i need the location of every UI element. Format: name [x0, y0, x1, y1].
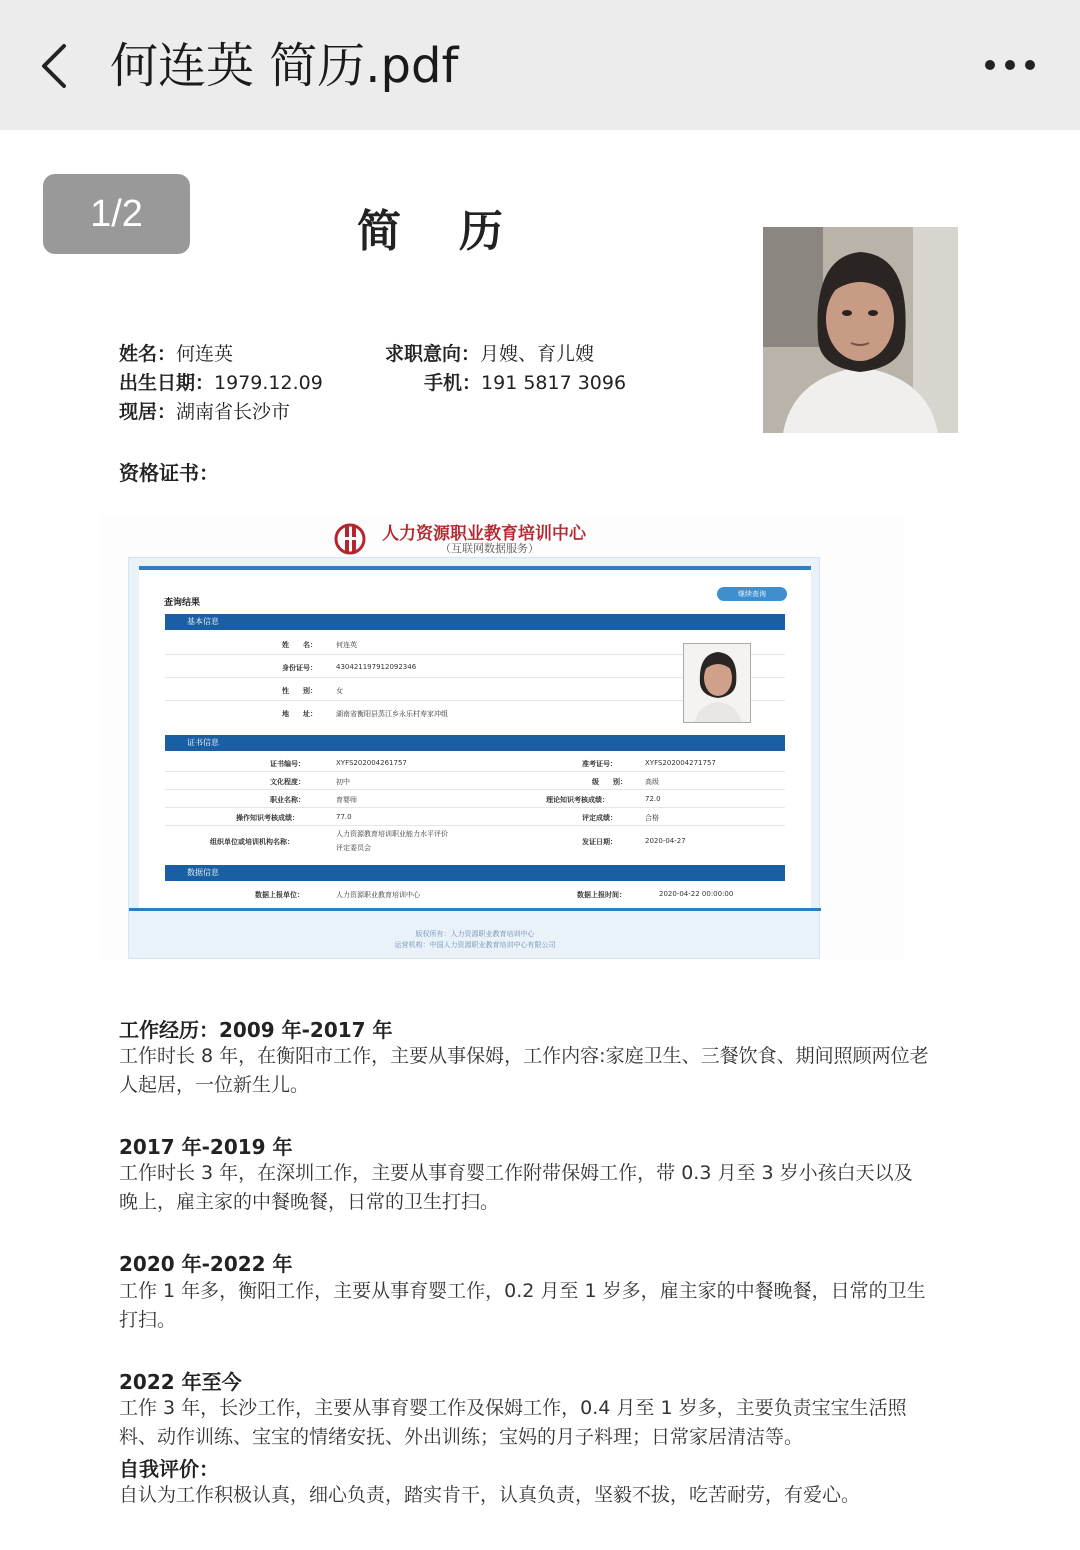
residence-value: 湖南省长沙市	[176, 401, 291, 423]
basic-info-bar: 基本信息	[165, 614, 785, 630]
eval-label: 评定成绩：	[582, 814, 617, 822]
op-label: 操作知识考核成绩：	[236, 814, 299, 822]
chevron-left-icon	[30, 36, 90, 96]
basic-addr-row	[282, 709, 317, 719]
job-label: 求职意向：	[385, 343, 481, 365]
back-button[interactable]	[30, 36, 90, 96]
page-indicator: 1/2	[43, 174, 190, 254]
cert-footer-line-2: 运营机构：中国人力资源职业教育培训中心有限公司	[394, 941, 556, 949]
row-divider	[165, 771, 785, 772]
edu-label: 文化程度：	[270, 778, 305, 786]
phone-label: 手机：	[424, 372, 482, 394]
name-row	[119, 340, 233, 369]
basic-sex-value: 女	[336, 687, 343, 695]
row-divider	[165, 789, 785, 790]
cert-org-sub: （互联网数据服务）	[440, 542, 539, 555]
exam-no-key	[582, 759, 617, 769]
basic-id-row	[282, 663, 317, 673]
date-key	[582, 837, 617, 847]
experience-text-2: 工作时长 3 年，在深圳工作，主要从事育婴工作附带保姆工作，带 0.3 月至 3 岁小孩白天以及晚上，雇主家的中餐晚餐，日常的卫生打扫。	[119, 1162, 913, 1213]
cert-no-value: XYFS202004261757	[336, 759, 407, 767]
cert-frame	[128, 557, 820, 959]
cert-portrait-image	[684, 644, 751, 723]
top-bar	[0, 0, 1080, 130]
theory-value: 72.0	[645, 795, 661, 803]
cert-no-key	[270, 759, 305, 769]
self-eval-text: 自认为工作积极认真，细心负责，踏实肯干，认真负责，坚毅不拔，吃苦耐劳，有爱心。	[119, 1484, 861, 1506]
basic-id-key: 身份证号：	[282, 664, 317, 672]
time-key	[577, 890, 626, 900]
time-label: 数据上报时间：	[577, 891, 626, 899]
report-value: 人力资源职业教育培训中心	[336, 891, 420, 899]
cert-no-label: 证书编号：	[270, 760, 305, 768]
cert-org-name: 人力资源职业教育培训中心	[382, 524, 586, 544]
experience-text-1: 工作时长 8 年，在衡阳市工作，主要从事保姆，工作内容:家庭卫生、三餐饮食、期间照顾两位老人起居，一位新生儿。	[119, 1045, 929, 1096]
basic-name-value: 何连英	[336, 641, 357, 649]
document-title: 何连英 简历.pdf	[110, 38, 459, 94]
op-key	[236, 813, 299, 823]
self-eval-heading: 自我评价：	[119, 1457, 219, 1481]
name-label: 姓名：	[119, 343, 177, 365]
op-value: 77.0	[336, 813, 352, 821]
birth-label: 出生日期：	[119, 372, 215, 394]
phone-row	[424, 369, 626, 398]
data-info-bar: 数据信息	[165, 865, 785, 881]
eval-key	[582, 813, 617, 823]
eval-value: 合格	[645, 814, 659, 822]
name-value: 何连英	[176, 343, 234, 365]
birth-value: 1979.12.09	[214, 372, 323, 394]
residence-label: 现居：	[119, 401, 177, 423]
time-value: 2020-04-22 00:00:00	[659, 890, 734, 898]
job-value-cert: 育婴师	[336, 796, 357, 804]
experience-heading-3: 2020 年-2022 年	[119, 1252, 293, 1276]
experience-text-3: 工作 1 年多，衡阳工作，主要从事育婴工作，0.2 月至 1 岁多，雇主家的中餐晚餐，日常的卫生打扫。	[119, 1280, 926, 1331]
more-options-button[interactable]	[980, 50, 1040, 80]
level-label: 级 别：	[592, 778, 627, 786]
basic-name-key: 姓 名：	[282, 641, 317, 649]
cert-heading: 资格证书：	[119, 461, 219, 485]
row-divider	[165, 807, 785, 808]
edu-key	[270, 777, 305, 787]
edu-value: 初中	[336, 778, 350, 786]
cert-panel	[139, 566, 811, 908]
unit-label: 组织单位或培训机构名称：	[210, 838, 294, 846]
job-value: 月嫂、育儿嫂	[480, 343, 595, 365]
experience-text-4: 工作 3 年，长沙工作，主要从事育婴工作及保姆工作，0.4 月至 1 岁多，主要负责宝宝生活照料、动作训练、宝宝的情绪安抚、外出训练；宝妈的月子料理；日常家居清洁等。	[119, 1397, 907, 1448]
more-horizontal-icon	[980, 50, 1040, 80]
cert-info-bar: 证书信息	[165, 735, 785, 751]
basic-addr-value: 湖南省衡阳县蒸江乡永乐村寿家冲组	[336, 710, 448, 718]
row-divider	[165, 825, 785, 826]
continue-query-button[interactable]: 继续查询	[717, 587, 787, 601]
date-label: 发证日期：	[582, 838, 617, 846]
experience-heading-2: 2017 年-2019 年	[119, 1135, 293, 1159]
unit-key	[210, 837, 294, 847]
theory-key	[546, 795, 609, 805]
job-key	[270, 795, 305, 805]
org-logo-icon	[333, 522, 373, 556]
phone-value[interactable]: 191 5817 3096	[481, 372, 627, 394]
certificate-image	[100, 516, 903, 959]
basic-sex-row	[282, 686, 317, 696]
basic-name-row	[282, 640, 317, 650]
report-label: 数据上报单位：	[255, 891, 304, 899]
basic-sex-key: 性 别：	[282, 687, 317, 695]
cert-portrait	[683, 643, 751, 723]
portrait-image	[763, 227, 958, 433]
cert-footer-band	[129, 908, 821, 911]
date-value: 2020-04-27	[645, 837, 686, 845]
basic-id-value: 430421197912092346	[336, 663, 417, 671]
level-key	[592, 777, 627, 787]
job-label-cert: 职业名称：	[270, 796, 305, 804]
experience-heading-4: 2022 年至今	[119, 1370, 242, 1394]
birth-row	[119, 369, 323, 398]
experience-heading-1: 工作经历：2009 年-2017 年	[119, 1018, 393, 1042]
exam-no-label: 准考证号：	[582, 760, 617, 768]
unit-value-2: 评定委员会	[336, 844, 371, 852]
cert-footer-line-1: 版权所有：人力资源职业教育培训中心	[415, 930, 535, 938]
query-result-title: 查询结果	[164, 598, 201, 608]
theory-label: 理论知识考核成绩：	[546, 796, 609, 804]
resume-heading: 简历	[357, 206, 561, 257]
job-row	[385, 340, 594, 369]
level-value: 高级	[645, 778, 659, 786]
profile-photo	[763, 227, 958, 433]
residence-row	[119, 398, 290, 427]
exam-no-value: XYFS202004271757	[645, 759, 716, 767]
basic-addr-key: 地 址：	[282, 710, 317, 718]
unit-value-1: 人力资源教育培训职业能力水平评价	[336, 830, 448, 838]
report-key	[255, 890, 304, 900]
